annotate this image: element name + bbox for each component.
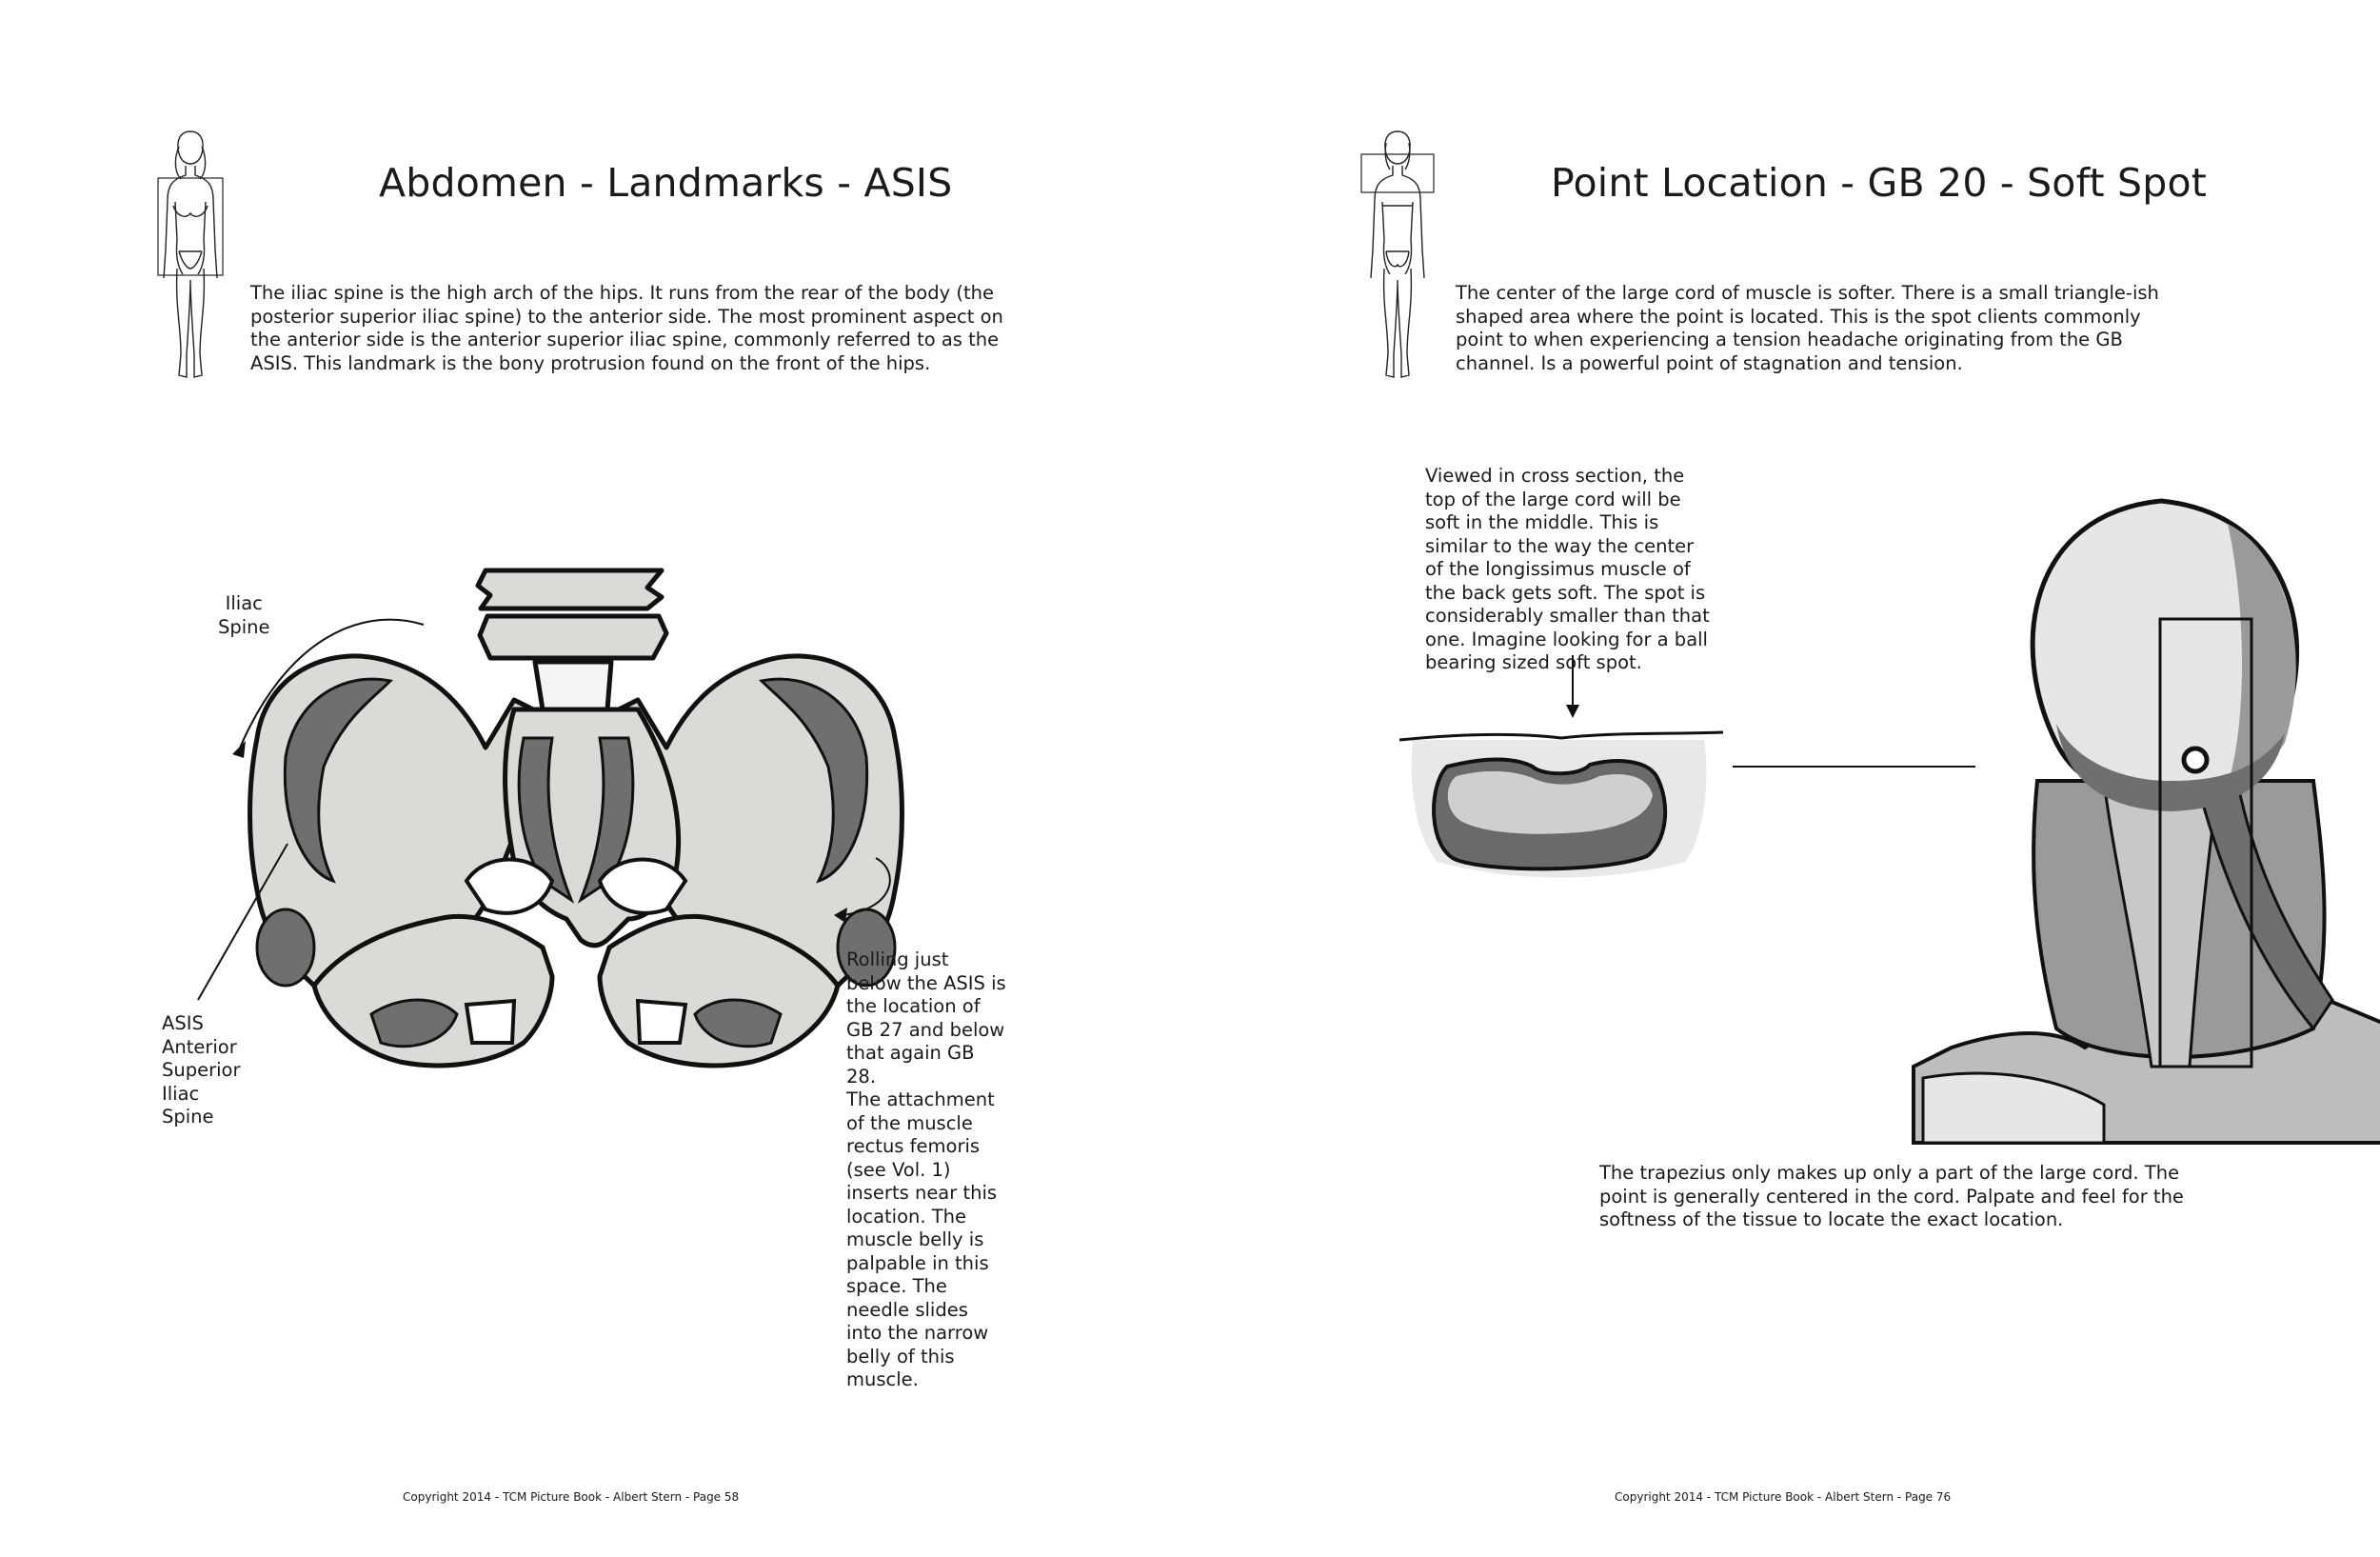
iliac-spine-label-line: Spine: [218, 615, 270, 638]
page-title: Point Location - GB 20 - Soft Spot: [1551, 160, 2208, 206]
asis-label-line: Iliac: [162, 1082, 200, 1105]
asis-label-line: Superior: [162, 1059, 241, 1081]
trapezius-caption: The trapezius only makes up only a part of the large cord. The point is generally centered in the cord. Palpate and feel for the softness of the tissue to locate the exact location.: [1599, 1162, 2184, 1230]
head-neck-illustration: [1914, 495, 2380, 1143]
rolling-arrow: [828, 852, 904, 928]
body-back-locator-figure: [1359, 126, 1436, 383]
asis-label-line: Anterior: [162, 1035, 237, 1058]
cross-section-diagram: [1399, 719, 1723, 890]
page-footer: Copyright 2014 - TCM Picture Book - Albert Stern - Page 76: [1615, 1490, 1952, 1504]
iliac-spine-label: [218, 592, 270, 639]
right-page: [1190, 0, 2380, 1557]
page-title: Abdomen - Landmarks - ASIS: [379, 160, 953, 206]
page-footer: Copyright 2014 - TCM Picture Book - Albert Stern - Page 58: [403, 1490, 740, 1504]
cross-section-arrow: [1563, 655, 1582, 722]
rolling-note: Rolling just below the ASIS is the location of GB 27 and below that again GB 28.: [846, 948, 1006, 1088]
asis-label-line: Spine: [162, 1106, 214, 1128]
intro-paragraph: The iliac spine is the high arch of the hips. It runs from the rear of the body (the posterior superior iliac spine) to the anterior side. The most prominent aspect on the anterior side is the anterior superior iliac spine, commonly referred to as the ASIS. This landmark is the bony protrusion found on the front of the hips.: [250, 282, 1003, 374]
cross-section-note: Viewed in cross section, the top of the large cord will be soft in the middle. This is similar to the way the center of the longissimus muscle of the back gets soft. The spot is considerably smaller than that one. Imagine looking for a ball bearing sized soft spot.: [1425, 465, 1710, 673]
attachment-note: The attachment of the muscle rectus femoris (see Vol. 1) inserts near this location. The muscle belly is palpable in this space. The needle slides into the narrow belly of this muscle.: [846, 1088, 998, 1390]
asis-leader-line: [190, 838, 295, 1009]
iliac-spine-label-line: Iliac: [225, 592, 263, 614]
body-front-locator-figure: [152, 126, 228, 383]
asis-label: [162, 1012, 241, 1129]
asis-label-line: ASIS: [162, 1012, 204, 1034]
intro-paragraph: The center of the large cord of muscle is softer. There is a small triangle-ish shaped area where the point is located. This is the spot clients commonly point to when experiencing a tension headache originating from the GB channel. Is a powerful point of stagnation and tension.: [1456, 282, 2159, 374]
